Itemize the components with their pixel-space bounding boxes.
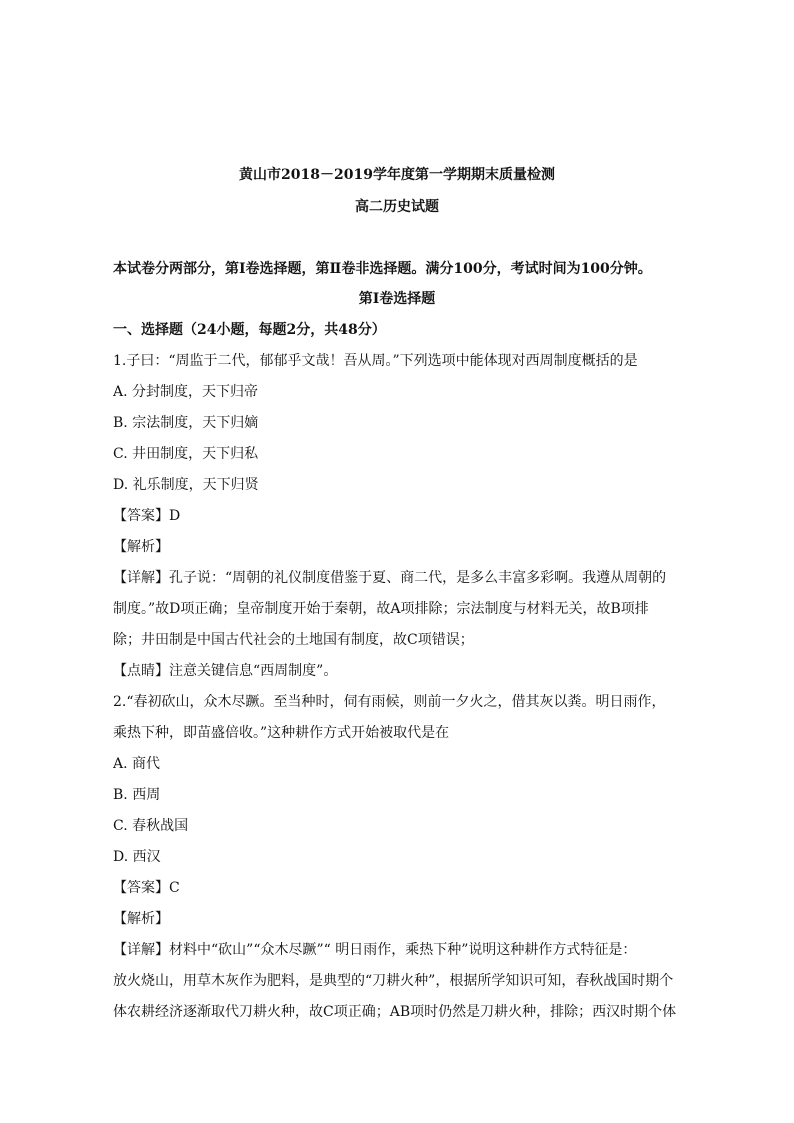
- exam-title: 黄山市2018－2019学年度第一学期期末质量检测: [239, 167, 555, 183]
- question-1-point: 【点睛】注意关键信息“西周制度”。: [113, 663, 338, 679]
- question-2-detail-line: 放火烧山，用草木灰作为肥料，是典型的“刀耕火种”，根据所学知识可知，春秋战国时期个: [113, 973, 674, 989]
- question-1-option-c: C. 井田制度，天下归私: [113, 446, 259, 462]
- question-2-answer: 【答案】C: [113, 880, 180, 896]
- question-1-answer: 【答案】D: [113, 508, 181, 524]
- question-1-analysis-label: 【解析】: [113, 539, 169, 555]
- question-2-option-b: B. 西周: [113, 787, 161, 803]
- question-1-detail-line: 制度。”故D项正确；皇帝制度开始于秦朝，故A项排除；宗法制度与材料无关，故B项排: [113, 601, 649, 617]
- question-2-detail-line: 体农耕经济逐渐取代刀耕火种，故C项正确；AB项时仍然是刀耕火种，排除；西汉时期个体: [113, 1004, 677, 1020]
- question-1-option-a: A. 分封制度，天下归帝: [113, 384, 259, 400]
- question-2-analysis-label: 【解析】: [113, 911, 169, 927]
- question-2-detail-line: 【详解】材料中“砍山”“众木尽蹶”“ 明日雨作，乘热下种”说明这种耕作方式特征是：: [113, 942, 637, 958]
- section-title: 第Ⅰ卷选择题: [358, 291, 436, 307]
- exam-intro: 本试卷分两部分，第Ⅰ卷选择题，第Ⅱ卷非选择题。满分100分，考试时间为100分钟。: [113, 261, 652, 277]
- question-2-stem-line: 2.“春初砍山，众木尽蹶。至当种时，伺有雨候，则前一夕火之，借其灰以粪。明日雨作，: [113, 694, 666, 710]
- question-1-option-d: D. 礼乐制度，天下归贤: [113, 477, 259, 493]
- question-2-stem-line: 乘热下种，即苗盛倍收。”这种耕作方式开始被取代是在: [113, 725, 450, 741]
- question-2-option-d: D. 西汉: [113, 849, 161, 865]
- question-2-option-c: C. 春秋战国: [113, 818, 189, 834]
- question-2-option-a: A. 商代: [113, 756, 161, 772]
- question-1-stem: 1.子曰：“周监于二代，郁郁乎文哉！吾从周。”下列选项中能体现对西周制度概括的是: [113, 353, 638, 369]
- part-heading: 一、选择题（24小题，每题2分，共48分）: [113, 322, 386, 338]
- question-1-detail-line: 【详解】孔子说：“周朝的礼仪制度借鉴于夏、商二代，是多么丰富多彩啊。我遵从周朝的: [113, 570, 667, 586]
- question-1-detail-line: 除；井田制是中国古代社会的土地国有制度，故C项错误；: [113, 632, 474, 648]
- question-1-option-b: B. 宗法制度，天下归嫡: [113, 415, 259, 431]
- exam-subtitle: 高二历史试题: [355, 199, 439, 215]
